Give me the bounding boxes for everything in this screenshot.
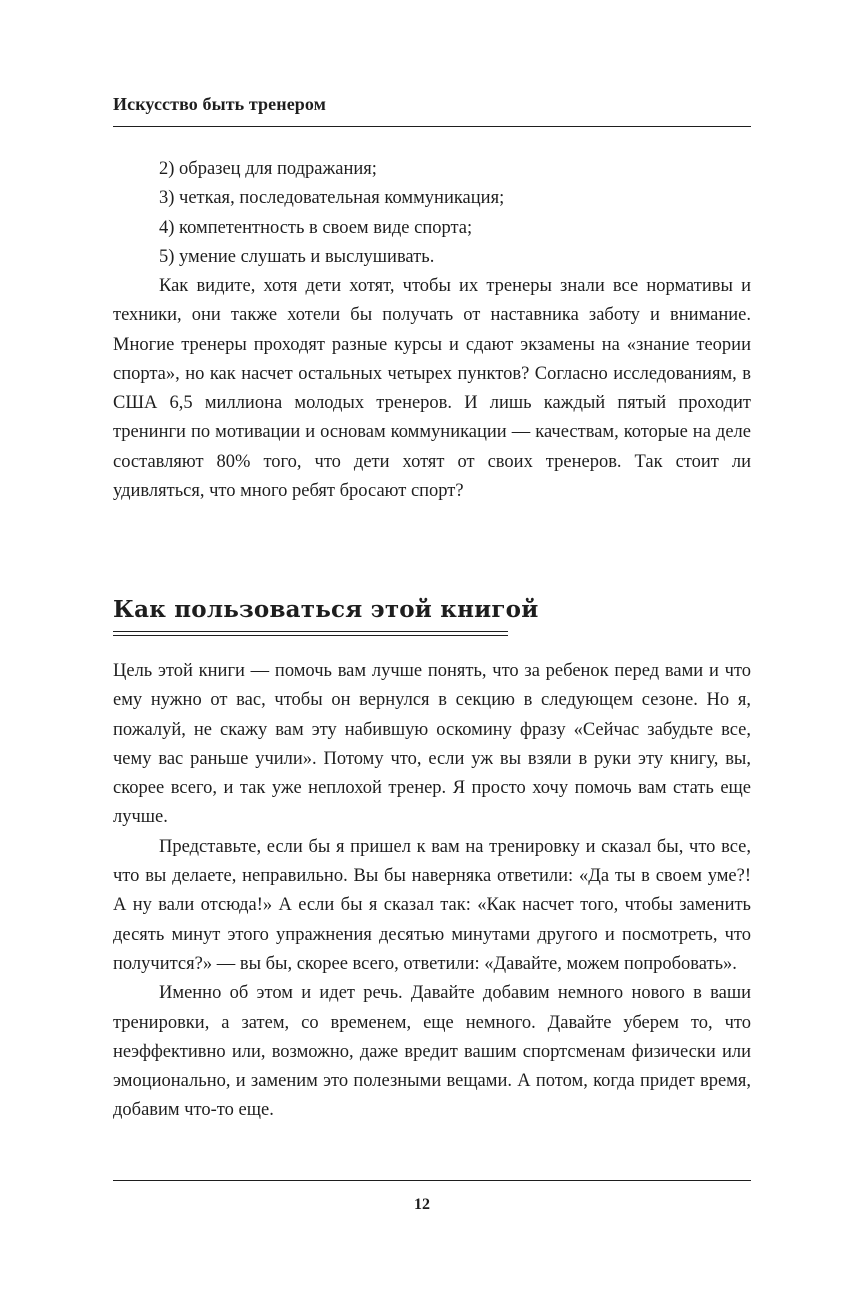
list-item: 3) четкая, последовательная коммуникация;: [159, 188, 505, 209]
body-paragraph: Представьте, если бы я пришел к вам на тренировку и сказал бы, что все, что вы делаете, неправильно. Вы бы наверняка ответили: «Да ты в своем уме?! А ну вали отсюда!» А если бы я сказал так: «Как насчет того, чтобы заменить десять минут этого упражнения десятью минутами другого и посмотреть, что получится?» — вы бы, скорее всего, ответили: «Давайте, можем попробовать».: [113, 836, 751, 974]
list-item: 2) образец для подражания;: [159, 159, 377, 179]
section-heading: Как пользоваться этой книгой: [113, 596, 539, 623]
running-head: Искусство быть тренером: [113, 94, 327, 114]
qualities-list: [113, 155, 751, 272]
list-item: 5) умение слушать и выслушивать.: [159, 246, 435, 267]
header-rule: [113, 126, 751, 127]
list-item: 4) компетентность в своем виде спорта;: [159, 217, 473, 238]
footer-rule: [113, 1180, 751, 1181]
heading-double-underline: [113, 631, 508, 636]
page-number: 12: [414, 1196, 430, 1213]
section-body: [113, 657, 751, 1126]
intro-text: [113, 272, 751, 506]
body-paragraph: Именно об этом и идет речь. Давайте добавим немного нового в ваши тренировки, а затем, со временем, еще немного. Давайте уберем то, что неэффективно или, возможно, даже вредит вашим спортсменам физически или эмоционально, и заменим это полезными вещами. А потом, когда придет время, добавим что-то еще.: [113, 983, 751, 1121]
intro-paragraph: Как видите, хотя дети хотят, чтобы их тренеры знали все нормативы и техники, они также хотели бы получать от наставника заботу и внимание. Многие тренеры проходят разные курсы и сдают экзамены на «знание теории спорта», но как насчет остальных четырех пунктов? Согласно исследованиям, в США 6,5 миллиона молодых тренеров. И лишь каждый пятый проходит тренинги по мотивации и основам коммуникации — качествам, которые на деле составляют 80% того, что дети хотят от своих тренеров. Так стоит ли удивляться, что много ребят бросают спорт?: [113, 276, 751, 502]
body-paragraph: Цель этой книги — помочь вам лучше понять, что за ребенок перед вами и что ему нужно от вас, чтобы он вернулся в секцию в следующем сезоне. Но я, пожалуй, не скажу вам эту набившую оскомину фразу «Сейчас забудьте все, чему вас раньше учили». Потому что, если уж вы взяли в руки эту книгу, вы, скорее всего, и так уже неплохой тренер. Я просто хочу помочь вам стать еще лучше.: [113, 661, 751, 828]
